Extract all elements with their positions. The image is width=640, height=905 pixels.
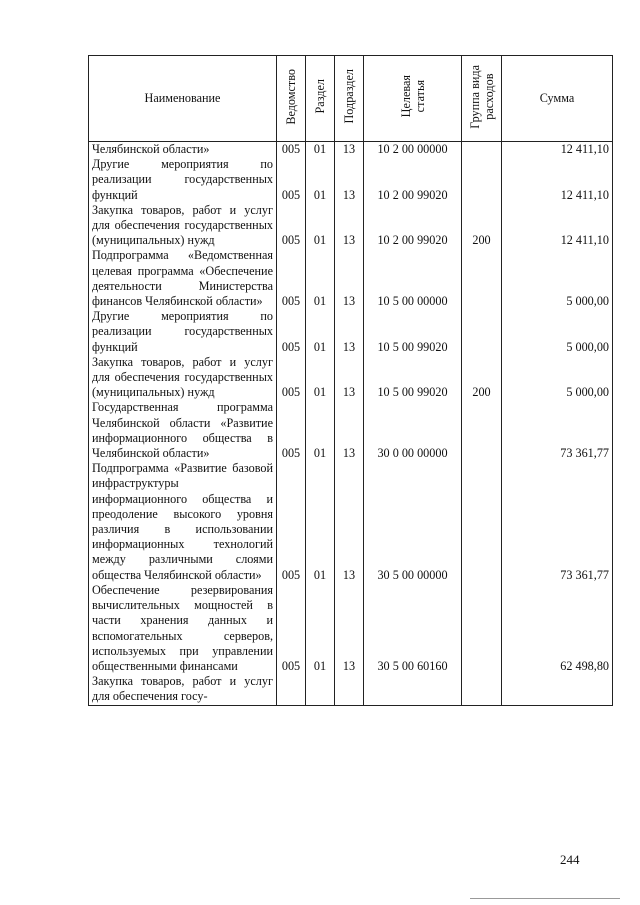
row-ved: 005: [277, 142, 306, 158]
row-razdel: 01: [306, 157, 335, 203]
row-podrazdel: 13: [335, 461, 364, 583]
row-sum: 5 000,00: [502, 355, 613, 401]
row-name: Челябинской области»: [89, 142, 277, 158]
row-sum: 12 411,10: [502, 142, 613, 158]
row-podrazdel: 13: [335, 203, 364, 249]
row-group: [462, 400, 502, 461]
header-row: [89, 56, 613, 142]
row-name: Другие мероприятия по реализации государственных функций: [89, 309, 277, 355]
table-row: [89, 461, 613, 583]
row-razdel: 01: [306, 583, 335, 674]
table-row: [89, 355, 613, 401]
row-group: [462, 583, 502, 674]
row-ved: 005: [277, 583, 306, 674]
row-ved: 005: [277, 355, 306, 401]
row-podrazdel: 13: [335, 309, 364, 355]
row-podrazdel: 13: [335, 400, 364, 461]
header-sum: Сумма: [502, 56, 613, 142]
row-name: Подпрограмма «Ведомственная целевая программа «Обеспечение деятельности Министерства финансов Челябинской области»: [89, 248, 277, 309]
row-ved: 005: [277, 248, 306, 309]
row-group: [462, 461, 502, 583]
table-row: [89, 248, 613, 309]
row-razdel: 01: [306, 142, 335, 158]
row-sum: 73 361,77: [502, 400, 613, 461]
header-ved: Ведомство: [277, 56, 306, 142]
row-name: Закупка товаров, работ и услуг для обеспечения государственных (муниципальных) нужд: [89, 203, 277, 249]
page-number: 244: [560, 852, 580, 867]
row-razdel: 01: [306, 248, 335, 309]
row-podrazdel: 13: [335, 583, 364, 674]
row-target: 10 5 00 99020: [364, 309, 462, 355]
row-name: Государственная программа Челябинской области «Развитие информационного общества в Челябинской области»: [89, 400, 277, 461]
row-sum: 5 000,00: [502, 309, 613, 355]
row-sum: [502, 674, 613, 705]
row-sum: 12 411,10: [502, 157, 613, 203]
row-ved: 005: [277, 461, 306, 583]
row-razdel: 01: [306, 309, 335, 355]
row-group: [462, 248, 502, 309]
row-name: Обеспечение резервирования вычислительных мощностей в части хранения данных и вспомогательных серверов, используемых при управлении общественными финансами: [89, 583, 277, 674]
row-group: [462, 157, 502, 203]
row-ved: 005: [277, 400, 306, 461]
row-ved: [277, 674, 306, 705]
row-group: [462, 142, 502, 158]
header-name: Наименование: [89, 56, 277, 142]
row-target: 30 0 00 00000: [364, 400, 462, 461]
table-row: [89, 674, 613, 705]
row-sum: 73 361,77: [502, 461, 613, 583]
row-ved: 005: [277, 203, 306, 249]
header-target: Целевая статья: [364, 56, 462, 142]
row-target: 10 2 00 99020: [364, 203, 462, 249]
table-row: [89, 400, 613, 461]
row-podrazdel: [335, 674, 364, 705]
row-group: [462, 674, 502, 705]
row-podrazdel: 13: [335, 157, 364, 203]
row-target: 30 5 00 00000: [364, 461, 462, 583]
table-row: [89, 157, 613, 203]
row-podrazdel: 13: [335, 142, 364, 158]
row-target: 10 2 00 99020: [364, 157, 462, 203]
page-edge-line: [470, 898, 620, 899]
row-razdel: 01: [306, 355, 335, 401]
row-ved: 005: [277, 157, 306, 203]
budget-table: [88, 55, 613, 706]
row-group: 200: [462, 355, 502, 401]
row-name: Другие мероприятия по реализации государственных функций: [89, 157, 277, 203]
table-row: [89, 142, 613, 158]
row-name: Подпрограмма «Развитие базовой инфраструктуры информационного общества и преодоление высокого уровня различия в использовании информационных технологий между различными слоями общества Челябинской области»: [89, 461, 277, 583]
row-podrazdel: 13: [335, 248, 364, 309]
table-row: [89, 583, 613, 674]
row-razdel: 01: [306, 400, 335, 461]
row-razdel: [306, 674, 335, 705]
row-target: [364, 674, 462, 705]
row-razdel: 01: [306, 203, 335, 249]
row-target: 30 5 00 60160: [364, 583, 462, 674]
header-razdel: Раздел: [306, 56, 335, 142]
header-podrazdel: Подраздел: [335, 56, 364, 142]
row-name: Закупка товаров, работ и услуг для обеспечения государственных (муниципальных) нужд: [89, 355, 277, 401]
row-target: 10 5 00 99020: [364, 355, 462, 401]
header-group: Группа вида расходов: [462, 56, 502, 142]
table-row: [89, 203, 613, 249]
row-sum: 12 411,10: [502, 203, 613, 249]
row-sum: 5 000,00: [502, 248, 613, 309]
row-sum: 62 498,80: [502, 583, 613, 674]
row-podrazdel: 13: [335, 355, 364, 401]
table-row: [89, 309, 613, 355]
row-group: 200: [462, 203, 502, 249]
row-target: 10 5 00 00000: [364, 248, 462, 309]
row-ved: 005: [277, 309, 306, 355]
row-group: [462, 309, 502, 355]
row-target: 10 2 00 00000: [364, 142, 462, 158]
row-name: Закупка товаров, работ и услуг для обеспечения госу-: [89, 674, 277, 705]
row-razdel: 01: [306, 461, 335, 583]
